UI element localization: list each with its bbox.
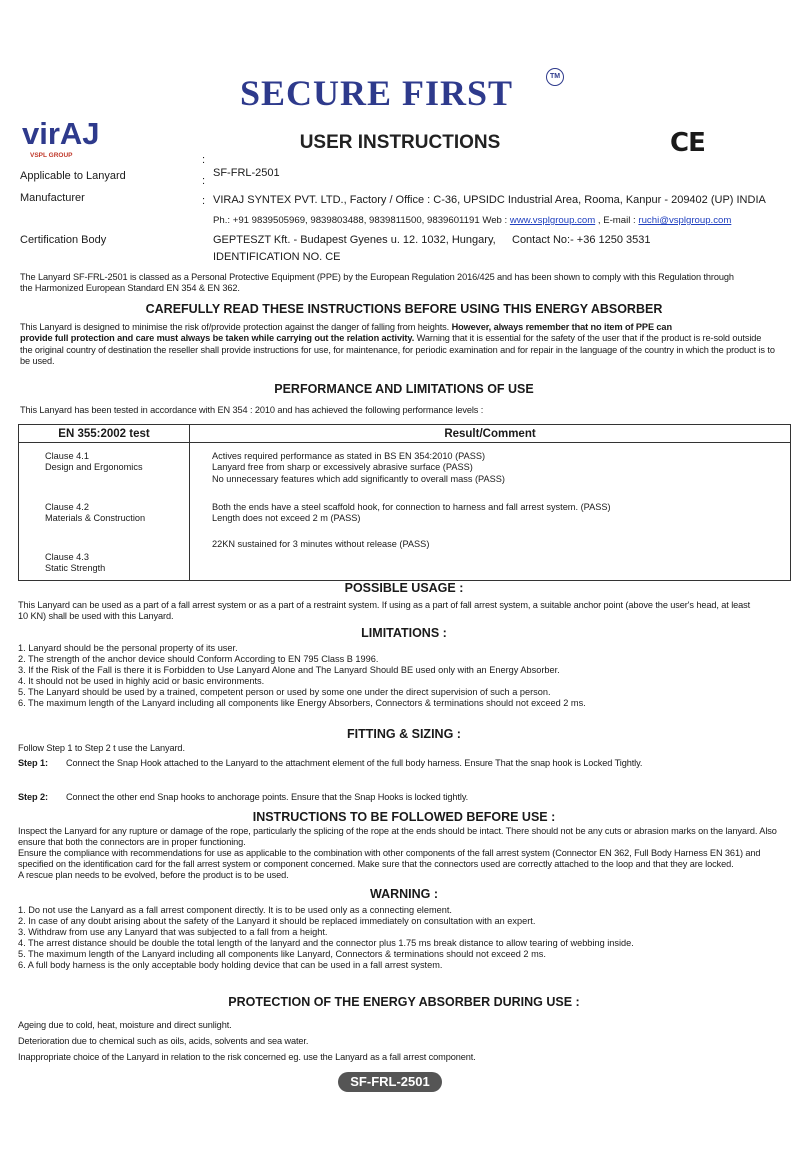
contact-line [213, 215, 731, 226]
colon-manufacturer: : [202, 195, 206, 207]
page-title-text: USER INSTRUCTIONS [299, 132, 501, 153]
result-2: Lanyard free from sharp or excessively abrasive surface (PASS) [212, 462, 473, 473]
intro-line-2: the Harmonized European Standard EN 354 & EN 362. [20, 283, 240, 294]
clause-4-3: Clause 4.3 [45, 552, 89, 562]
list-item: 5. The maximum length of the Lanyard including all components like Lanyard, Connectors & terminations should not exceed 2 ms. [18, 949, 546, 959]
company-logo-text: virAJ [22, 116, 100, 151]
brand-logo [240, 72, 560, 120]
careful-p1-normal: This Lanyard is designed to minimise the risk of/provide protection against the danger of falling from heights. [20, 322, 450, 332]
footer-product-code [338, 1072, 442, 1092]
manufacturer-value: VIRAJ SYNTEX PVT. LTD., Factory / Office : C-36, UPSIDC Industrial Area, Rooma, Kanpur - 209402 (UP) INDIA [213, 194, 766, 206]
careful-p3: the original country of destination the reseller shall provide instructions for use, for maintenance, for periodic examination and for repair in the language of the country in which the product is to [20, 344, 775, 355]
colon-title: : [202, 154, 206, 166]
company-logo [22, 116, 112, 152]
clause-4-2: Clause 4.2 [45, 502, 89, 512]
company-sub-text: VSPL GROUP [30, 152, 73, 159]
limitations-list [18, 643, 798, 709]
performance-table-row [19, 443, 791, 581]
warning-list [18, 905, 798, 971]
list-item: 3. Withdraw from use any Lanyard that was subjected to a fall from a height. [18, 927, 328, 937]
clause-4-1-desc: Design and Ergonomics [45, 462, 143, 473]
list-item: 4. It should not be used in highly acid or basic environments. [18, 676, 265, 686]
list-item: 6. The maximum length of the Lanyard including all components like Energy Absorbers, Connectors & terminations should not exceed 2 ms. [18, 698, 586, 708]
result-4: Both the ends have a steel scaffold hook, for connection to harness and fall arrest system. (PASS) [212, 502, 611, 512]
fitting-heading: FITTING & SIZING : [347, 727, 461, 741]
company-sub-logo [30, 152, 110, 159]
trademark-mark [546, 68, 564, 86]
protection-line: Inappropriate choice of the Lanyard in relation to the risk concerned eg. use the Lanyard as a fall arrest component. [18, 1052, 476, 1062]
step-1-text: Connect the Snap Hook attached to the Lanyard to the attachment element of the full body harness. Ensure That the snap hook is Locked Tightly. [66, 758, 643, 768]
list-item: 2. In case of any doubt arising about the safety of the Lanyard it should be replaced immediately on consultation with an expert. [18, 916, 536, 926]
ce-mark [670, 128, 710, 158]
usage-line-1: This Lanyard can be used as a part of a fall arrest system or as a part of a restraint system. If using as a part of fall arrest system, a suitable anchor point (above the user's head, at least [18, 600, 751, 610]
before-use-paragraph [18, 826, 798, 881]
protection-heading: PROTECTION OF THE ENERGY ABSORBER DURING USE : [228, 995, 580, 1009]
limitations-heading: LIMITATIONS : [361, 626, 447, 640]
phone-text: Ph.: +91 9839505969, 9839803488, 9839811500, 9839601191 Web : [213, 215, 508, 226]
performance-heading: PERFORMANCE AND LIMITATIONS OF USE [274, 382, 534, 396]
before-use-line: A rescue plan needs to be evolved, before the product is to be used. [18, 870, 289, 880]
web-link[interactable]: www.vsplgroup.com [509, 215, 596, 226]
clause-4-1: Clause 4.1 [45, 451, 89, 461]
careful-heading: CAREFULLY READ THESE INSTRUCTIONS BEFORE USING THIS ENERGY ABSORBER [145, 302, 663, 316]
brand-logo-text: SECURE FIRST [240, 73, 514, 113]
colon-lanyard: : [202, 175, 206, 187]
col-header-test: EN 355:2002 test [19, 425, 190, 443]
usage-heading: POSSIBLE USAGE : [344, 581, 464, 595]
performance-intro: This Lanyard has been tested in accordance with EN 354 : 2010 and has achieved the following performance levels : [20, 405, 484, 415]
fitting-intro: Follow Step 1 to Step 2 t use the Lanyard. [18, 743, 185, 753]
careful-p1-bold: However, always remember that no item of PPE can [449, 322, 672, 332]
email-link[interactable]: ruchi@vsplgroup.com [638, 215, 732, 226]
result-cell [190, 443, 791, 581]
careful-paragraph [20, 322, 800, 368]
careful-p4: be used. [20, 356, 55, 367]
usage-paragraph [18, 600, 798, 623]
identification-number: IDENTIFICATION NO. CE [213, 251, 341, 263]
step-2-label: Step 2: [18, 792, 48, 802]
step-2-text: Connect the other end Snap hooks to anchorage points. Ensure that the Snap Hooks is locked tightly. [66, 792, 469, 802]
step-2 [18, 792, 798, 803]
col-header-result: Result/Comment [190, 425, 791, 443]
list-item: 6. A full body harness is the only acceptable body holding device that can be used in a fall arrest system. [18, 960, 443, 970]
trademark-text: TM [549, 73, 561, 80]
clause-4-2-desc: Materials & Construction [45, 513, 146, 524]
lanyard-label: Applicable to Lanyard [20, 170, 126, 182]
clause-4-3-desc: Static Strength [45, 563, 106, 574]
usage-line-2: 10 KN) shall be used with this Lanyard. [18, 611, 174, 622]
before-use-line: Inspect the Lanyard for any rupture or damage of the rope, particularly the splicing of the rope at the ends should be intact. There should not be any cuts or abrasion marks on the lanyard. Also [18, 826, 777, 836]
result-6: 22KN sustained for 3 minutes without release (PASS) [212, 539, 430, 549]
before-use-line: specified on the identification card for the fall arrest system or component concerned. Make sure that the connectors used are correctly attached to the loop and that they are locked. [18, 859, 734, 869]
email-prefix: , E-mail : [597, 215, 636, 226]
intro-paragraph [20, 272, 795, 295]
protection-line: Deterioration due to chemical such as oils, acids, solvents and sea water. [18, 1036, 309, 1046]
list-item: 2. The strength of the anchor device should Conform According to EN 795 Class B 1996. [18, 654, 379, 664]
list-item: 1. Do not use the Lanyard as a fall arrest component directly. It is to be used only as a connecting element. [18, 905, 452, 915]
list-item: 4. The arrest distance should be double the total length of the lanyard and the connector plus 1.75 ms break distance to allow tearing of webbing inside. [18, 938, 634, 948]
cert-value: GEPTESZT Kft. - Budapest Gyenes u. 12. 1032, Hungary, [213, 234, 496, 246]
lanyard-value: SF-FRL-2501 [213, 167, 280, 179]
cert-label: Certification Body [20, 234, 107, 246]
test-cell [19, 443, 190, 581]
before-use-line: ensure that both the connectors are in proper functioning. [18, 837, 246, 847]
step-1 [18, 758, 798, 769]
result-1: Actives required performance as stated in BS EN 354:2010 (PASS) [212, 451, 486, 461]
result-5: Length does not exceed 2 m (PASS) [212, 513, 361, 524]
page-title [270, 132, 530, 154]
ce-mark-text: CE [670, 128, 705, 158]
before-use-line: Ensure the compliance with recommendations for use as applicable to the combination with other components of the fall arrest system (Connector EN 362, Full Body Harness EN 361) and [18, 848, 761, 858]
before-use-heading: INSTRUCTIONS TO BE FOLLOWED BEFORE USE : [252, 810, 556, 824]
careful-p2-normal: Warning that it is essential for the safety of the user that if the product is re-sold outside [414, 333, 762, 344]
protection-line: Ageing due to cold, heat, moisture and direct sunlight. [18, 1020, 232, 1030]
list-item: 3. If the Risk of the Fall is there it is Forbidden to Use Lanyard Alone and The Lanyard Should BE used only with an Energy Absorber. [18, 665, 560, 675]
manufacturer-label: Manufacturer [20, 192, 85, 204]
footer-product-code-text: SF-FRL-2501 [350, 1074, 430, 1089]
protection-paragraph [18, 1017, 798, 1065]
list-item: 5. The Lanyard should be used by a trained, competent person or used by some one under the direct supervision of such a person. [18, 687, 551, 697]
warning-heading: WARNING : [369, 887, 439, 901]
performance-table-header [19, 425, 791, 443]
list-item: 1. Lanyard should be the personal property of its user. [18, 643, 238, 653]
performance-table [18, 424, 791, 581]
careful-p2-bold: provide full protection and care must always be taken while carrying out the relation activity. [20, 333, 415, 344]
step-1-label: Step 1: [18, 758, 48, 768]
result-3: No unnecessary features which add significantly to overall mass (PASS) [212, 473, 505, 484]
cert-contact: Contact No:- +36 1250 3531 [512, 234, 651, 246]
intro-line-1: The Lanyard SF-FRL-2501 is classed as a Personal Protective Equipment (PPE) by the European Regulation 2016/425 and has been shown to comply with this Regulation through [20, 272, 734, 282]
